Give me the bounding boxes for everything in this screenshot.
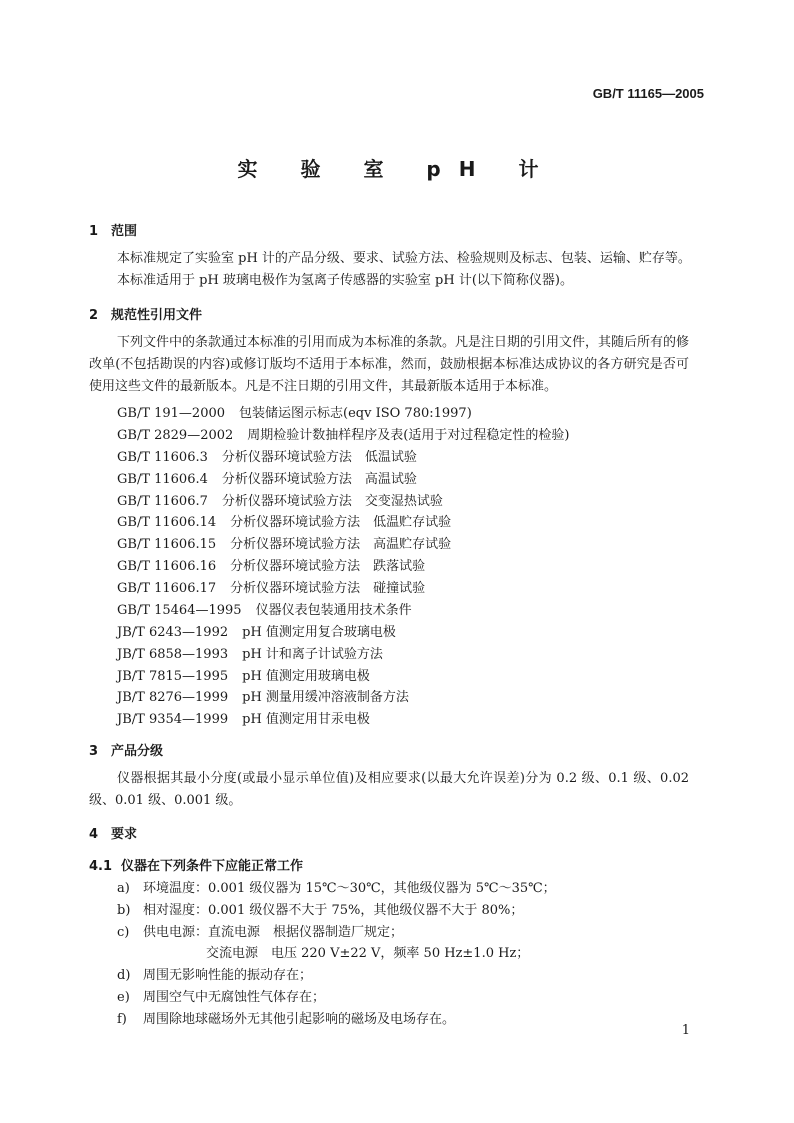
section-number: 4 — [89, 827, 99, 842]
reference-code: JB/T 8276—1999 — [117, 690, 229, 705]
reference-code: GB/T 15464—1995 — [117, 603, 242, 618]
item-label: c) — [117, 925, 130, 940]
reference-code: GB/T 11606.4 — [117, 472, 208, 487]
section-4-heading — [89, 823, 137, 842]
reference-title: 包装储运图示标志(eqv ISO 780:1997) — [239, 406, 472, 421]
section-title: 仪器在下列条件下应能正常工作 — [121, 859, 304, 874]
section-3-heading — [89, 740, 163, 759]
reference-item — [117, 446, 417, 465]
item-label: d) — [117, 968, 131, 983]
condition-item-e — [117, 986, 325, 1005]
reference-code: GB/T 2829—2002 — [117, 428, 234, 443]
reference-item — [117, 490, 443, 509]
item-text: 供电电源：直流电源 根据仪器制造厂规定； — [143, 925, 404, 940]
condition-item-f — [117, 1008, 455, 1027]
reference-code: JB/T 7815—1995 — [117, 669, 229, 684]
condition-item-d — [117, 964, 312, 983]
section-title: 范围 — [111, 224, 138, 239]
reference-item — [117, 665, 370, 684]
reference-code: GB/T 11606.15 — [117, 537, 217, 552]
reference-item — [117, 424, 569, 443]
item-label: e) — [117, 990, 130, 1005]
reference-code: JB/T 6858—1993 — [117, 647, 229, 662]
section-number: 2 — [89, 308, 99, 323]
section-title: 要求 — [111, 827, 138, 842]
reference-item — [117, 621, 396, 640]
reference-title: 分析仪器环境试验方法 高温试验 — [221, 472, 417, 487]
reference-item — [117, 686, 409, 705]
item-text: 周围无影响性能的振动存在； — [143, 968, 313, 983]
item-text: 环境温度：0.001 级仪器为 15℃～30℃，其他级仪器为 5℃～35℃； — [143, 881, 556, 896]
item-text: 周围空气中无腐蚀性气体存在； — [143, 990, 326, 1005]
reference-title: pH 值测定用甘汞电极 — [242, 712, 370, 727]
section-number: 1 — [89, 224, 99, 239]
condition-item-a — [117, 877, 556, 896]
document-title: 实 验 室 pH 计 — [237, 157, 557, 181]
reference-title: pH 计和离子计试验方法 — [242, 647, 383, 662]
section-title: 产品分级 — [111, 744, 164, 759]
reference-title: 分析仪器环境试验方法 低温贮存试验 — [230, 515, 452, 530]
reference-code: GB/T 11606.14 — [117, 515, 217, 530]
reference-item — [117, 708, 370, 727]
section-number: 3 — [89, 744, 99, 759]
reference-code: JB/T 6243—1992 — [117, 625, 229, 640]
section-2-heading — [89, 304, 202, 323]
reference-title: 分析仪器环境试验方法 低温试验 — [221, 450, 417, 465]
reference-code: GB/T 11606.17 — [117, 581, 217, 596]
normative-intro: 下列文件中的条款通过本标准的引用而成为本标准的条款。凡是注日期的引用文件，其随后所有的修改单(不包括勘误的内容)或修订版均不适用于本标准，然而，鼓励根据本标准达成协议的各方研究是否可使用这些文件的最新版本。凡是不注日期的引用文件，其最新版本适用于本标准。 — [89, 335, 690, 394]
section-4-1-heading — [89, 855, 303, 874]
reference-title: 周期检验计数抽样程序及表(适用于对过程稳定性的检验) — [247, 428, 570, 443]
reference-code: GB/T 11606.7 — [117, 494, 208, 509]
reference-title: 仪器仪表包装通用技术条件 — [255, 603, 412, 618]
reference-code: JB/T 9354—1999 — [117, 712, 229, 727]
reference-title: 分析仪器环境试验方法 碰撞试验 — [230, 581, 426, 596]
condition-item-b — [117, 899, 523, 918]
section-1-heading — [89, 220, 137, 239]
reference-code: GB/T 11606.3 — [117, 450, 208, 465]
reference-title: 分析仪器环境试验方法 交变湿热试验 — [221, 494, 443, 509]
grading-paragraph: 仪器根据其最小分度(或最小显示单位值)及相应要求(以最大允许误差)分为 0.2 级、0.1 级、0.02 级、0.01 级、0.001 级。 — [89, 771, 689, 808]
page-number: 1 — [681, 1023, 690, 1038]
section-title: 规范性引用文件 — [111, 308, 203, 323]
reference-title: 分析仪器环境试验方法 跌落试验 — [230, 559, 426, 574]
condition-item-c — [117, 921, 403, 940]
reference-item — [117, 511, 451, 530]
reference-code: GB/T 11606.16 — [117, 559, 217, 574]
scope-paragraph-1: 本标准规定了实验室 pH 计的产品分级、要求、试验方法、检验规则及标志、包装、运输、贮存等。 — [117, 251, 691, 266]
scope-paragraph-2: 本标准适用于 pH 玻璃电极作为氢离子传感器的实验室 pH 计(以下简称仪器)。 — [117, 273, 573, 288]
item-label: a) — [117, 881, 130, 896]
reference-item — [117, 577, 425, 596]
reference-item — [117, 599, 412, 618]
reference-code: GB/T 191—2000 — [117, 406, 226, 421]
standard-number: GB/T 11165—2005 — [592, 86, 704, 101]
section-number: 4.1 — [89, 859, 113, 874]
reference-title: pH 值测定用玻璃电极 — [242, 669, 370, 684]
reference-title: pH 值测定用复合玻璃电极 — [242, 625, 396, 640]
item-label: b) — [117, 903, 131, 918]
reference-item — [117, 468, 417, 487]
reference-title: 分析仪器环境试验方法 高温贮存试验 — [230, 537, 452, 552]
condition-item-c-ac: 交流电源 电压 220 V±22 V，频率 50 Hz±1.0 Hz； — [206, 946, 530, 961]
item-text: 周围除地球磁场外无其他引起影响的磁场及电场存在。 — [143, 1012, 456, 1027]
reference-item — [117, 643, 383, 662]
item-label: f) — [117, 1012, 127, 1027]
reference-item — [117, 402, 472, 421]
reference-item — [117, 533, 451, 552]
item-text: 相对湿度：0.001 级仪器不大于 75%，其他级仪器不大于 80%； — [143, 903, 524, 918]
reference-item — [117, 555, 425, 574]
reference-title: pH 测量用缓冲溶液制备方法 — [242, 690, 409, 705]
